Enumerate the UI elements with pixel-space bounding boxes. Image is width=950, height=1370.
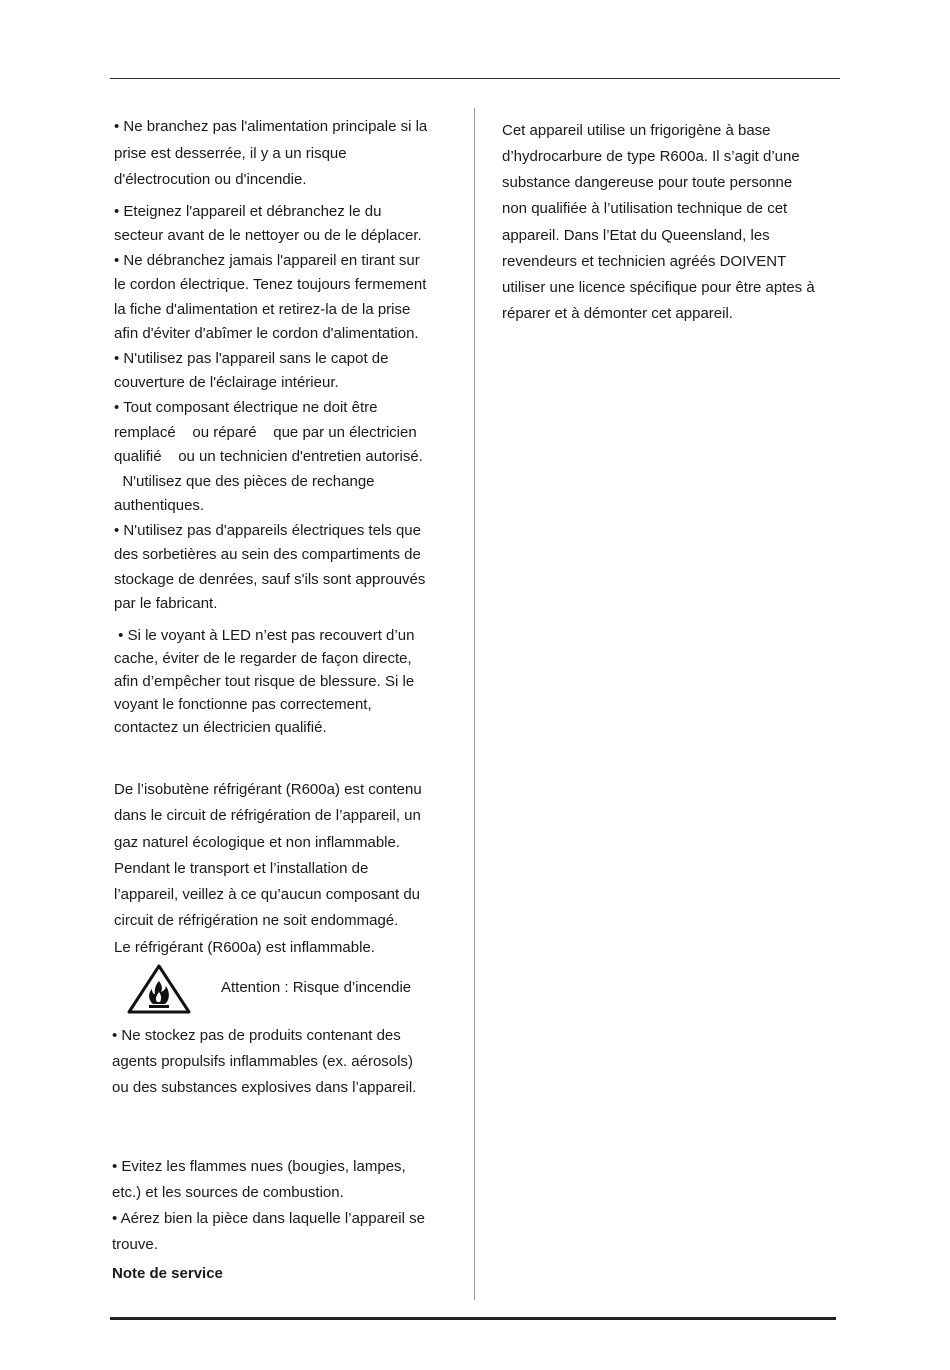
text-line: par le fabricant.	[114, 595, 218, 612]
text-line: • Ne stockez pas de produits contenant des	[112, 1027, 401, 1044]
text-line: stockage de denrées, sauf s'ils sont approuvés	[114, 571, 426, 588]
text-line: trouve.	[112, 1236, 158, 1253]
text-line: l’appareil, veillez à ce qu’aucun composant du	[114, 886, 421, 903]
text-line: qualifié ou un technicien d'entretien autorisé.	[114, 448, 423, 465]
text-line: utiliser une licence spécifique pour être aptes à	[502, 279, 815, 296]
text-line: des sorbetières au sein des compartiments de	[114, 546, 421, 563]
text-line: • Tout composant électrique ne doit être	[114, 399, 378, 416]
text-line: N'utilisez que des pièces de rechange	[114, 473, 375, 490]
flammable-warning-icon	[126, 963, 192, 1015]
text-line: couverture de l'éclairage intérieur.	[114, 374, 339, 391]
text-line: • Eteignez l'appareil et débranchez le du	[114, 203, 382, 220]
text-line: agents propulsifs inflammables (ex. aérosols)	[112, 1053, 413, 1070]
text-line: prise est desserrée, il y a un risque	[114, 145, 347, 162]
text-line: • Ne débranchez jamais l'appareil en tirant sur	[114, 252, 420, 269]
text-line: • Ne branchez pas l'alimentation principale si la	[114, 118, 428, 135]
text-line: etc.) et les sources de combustion.	[112, 1184, 344, 1201]
text-line: la fiche d'alimentation et retirez-la de la prise	[114, 301, 411, 318]
text-line: remplacé ou réparé que par un électricien	[114, 424, 417, 441]
text-line: afin d’empêcher tout risque de blessure. Si le	[114, 673, 415, 690]
text-line: Le réfrigérant (R600a) est inflammable.	[114, 939, 375, 956]
text-line: substance dangereuse pour toute personne	[502, 174, 793, 191]
text-line: afin d'éviter d'abîmer le cordon d'alimentation.	[114, 325, 419, 342]
text-line: réparer et à démonter cet appareil.	[502, 305, 733, 322]
text-line: cache, éviter de le regarder de façon directe,	[114, 650, 412, 667]
text-line: appareil. Dans l’Etat du Queensland, les	[502, 227, 770, 244]
text-line: ou des substances explosives dans l’appareil.	[112, 1079, 417, 1096]
text-line: Cet appareil utilise un frigorigène à base	[502, 122, 771, 139]
text-line: voyant le fonctionne pas correctement,	[114, 696, 372, 713]
text-line: authentiques.	[114, 497, 205, 514]
text-line: • Evitez les flammes nues (bougies, lampes,	[112, 1158, 406, 1175]
text-line: gaz naturel écologique et non inflammable.	[114, 834, 401, 851]
text-line: De l’isobutène réfrigérant (R600a) est contenu	[114, 781, 422, 798]
footer-rule	[110, 1317, 836, 1320]
text-line: d’hydrocarbure de type R600a. Il s’agit d’une	[502, 148, 800, 165]
text-line: circuit de réfrigération ne soit endommagé.	[114, 912, 399, 929]
warning-label: Attention : Risque d’incendie	[221, 979, 412, 996]
text-line: non qualifiée à l’utilisation technique de cet	[502, 200, 788, 217]
header-rule	[110, 78, 840, 79]
text-line: le cordon électrique. Tenez toujours fermement	[114, 276, 427, 293]
text-line: • Aérez bien la pièce dans laquelle l’appareil se	[112, 1210, 425, 1227]
text-line: • N'utilisez pas d'appareils électriques tels que	[114, 522, 421, 539]
text-line: secteur avant de le nettoyer ou de le déplacer.	[114, 227, 422, 244]
text-line: revendeurs et technicien agréés DOIVENT	[502, 253, 787, 270]
text-line: • N'utilisez pas l'appareil sans le capot de	[114, 350, 389, 367]
text-line: Pendant le transport et l’installation de	[114, 860, 369, 877]
service-note-heading: Note de service	[112, 1265, 223, 1282]
text-line: dans le circuit de réfrigération de l’appareil, un	[114, 807, 421, 824]
text-line: d'électrocution ou d'incendie.	[114, 171, 307, 188]
column-divider	[474, 108, 475, 1300]
text-line: contactez un électricien qualifié.	[114, 719, 327, 736]
text-line: • Si le voyant à LED n’est pas recouvert d’un	[114, 627, 415, 644]
